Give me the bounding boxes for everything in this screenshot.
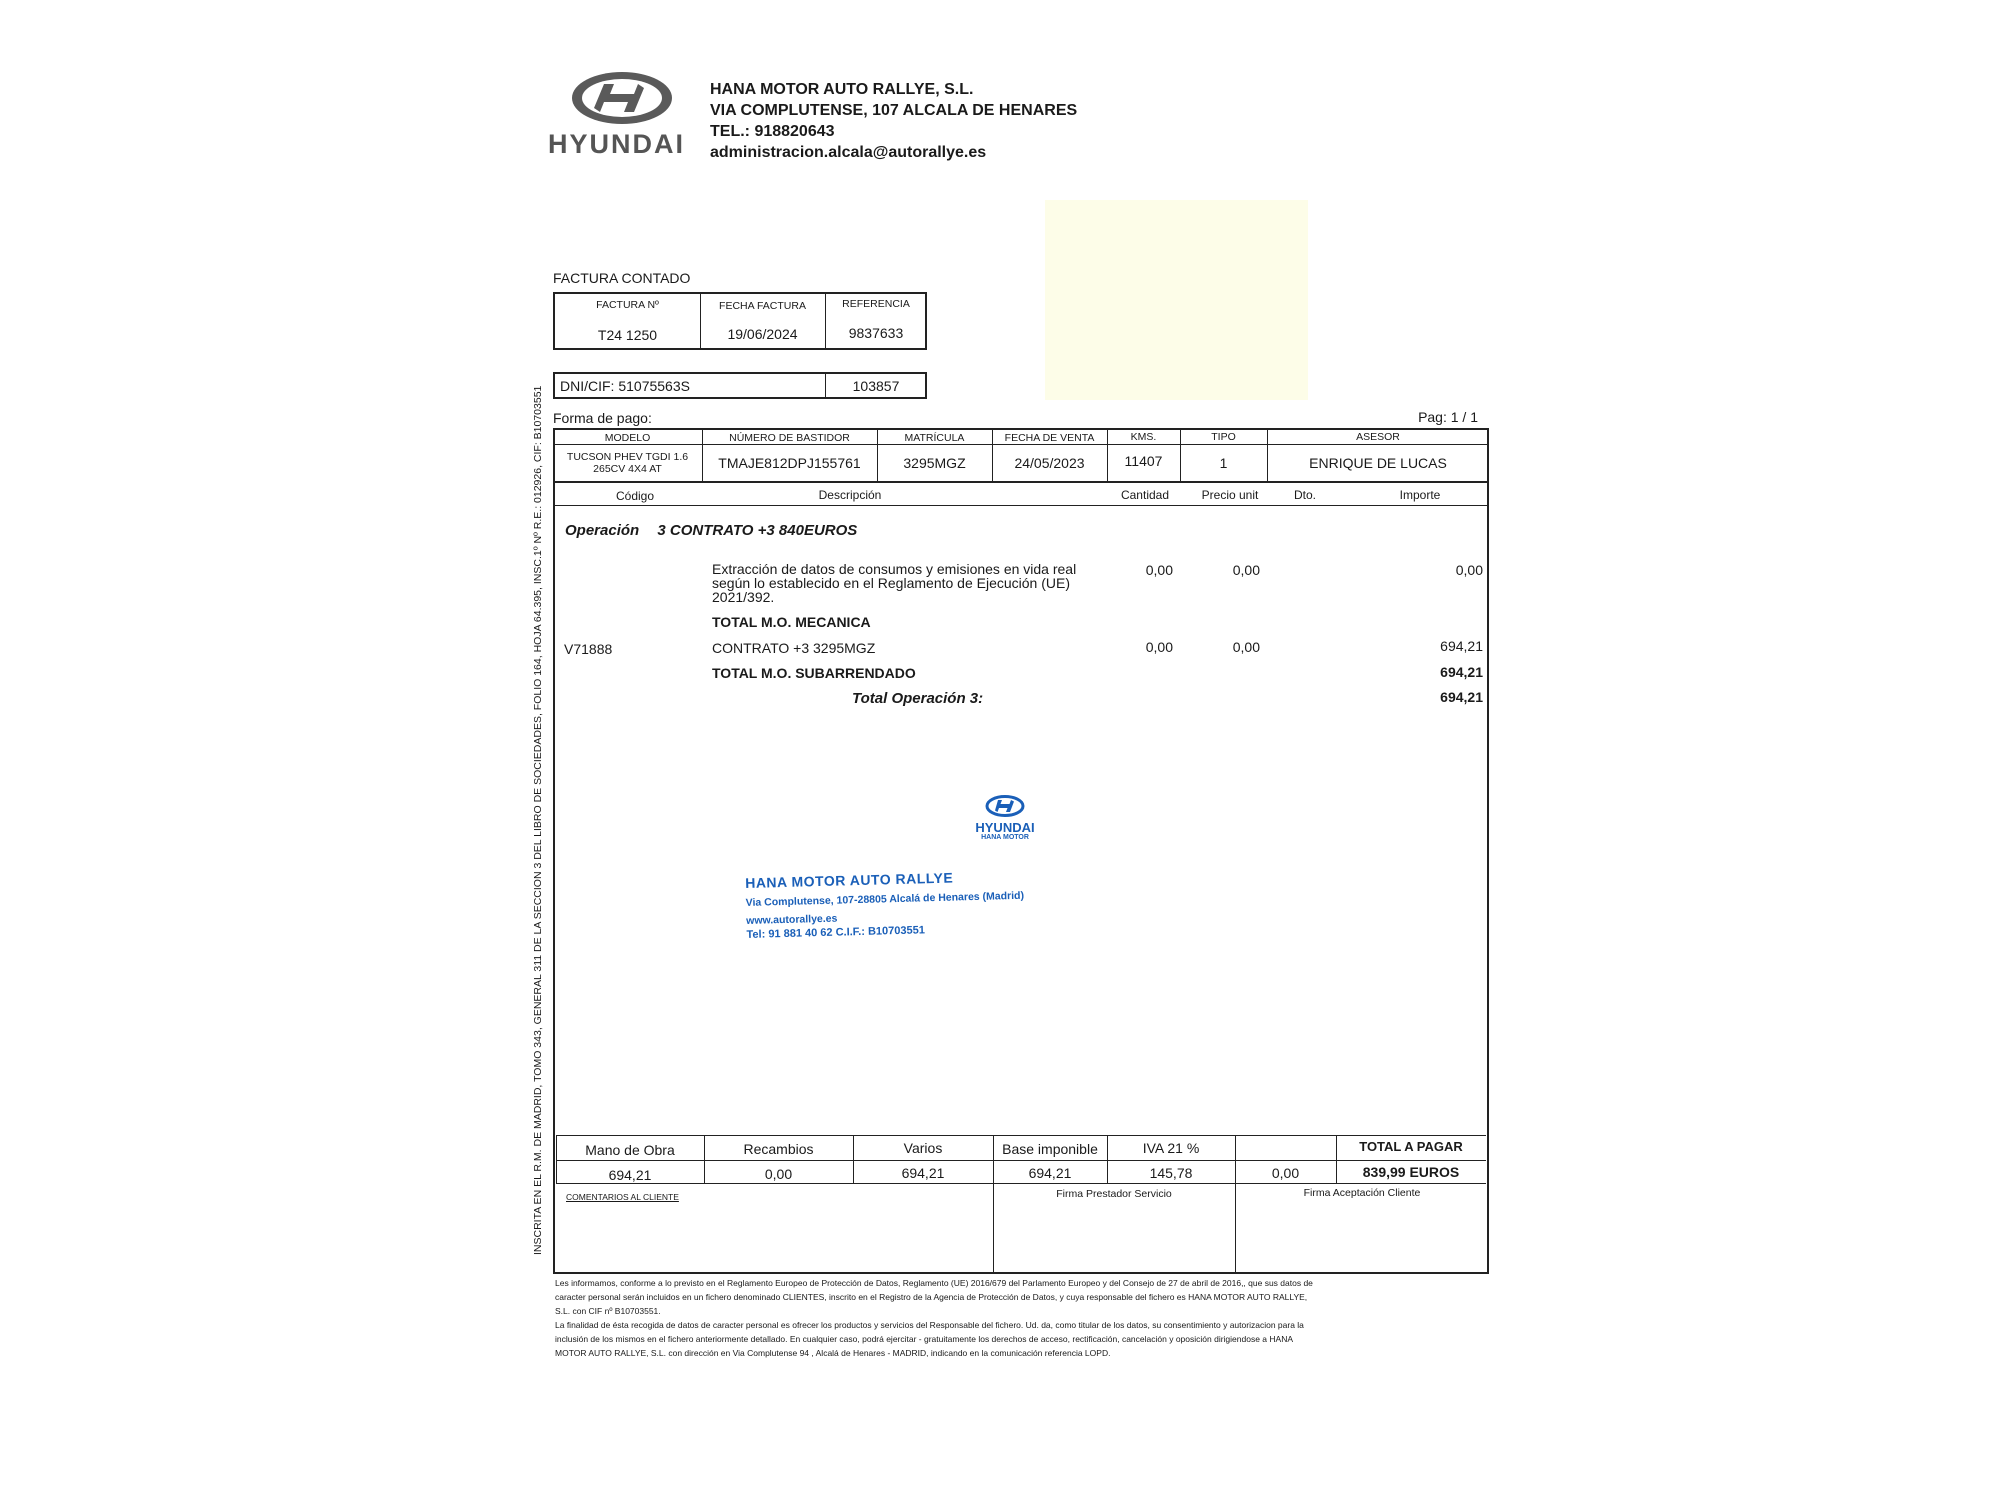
stamp-web: www.autorallye.es [746,912,838,927]
totals-total-label: TOTAL A PAGAR [1359,1139,1463,1154]
totals-misc: 694,21 [901,1165,945,1181]
item2-code: V71888 [564,641,613,657]
registry-side-text: INSCRITA EN EL R.M. DE MADRID, TOMO 343, GENERAL 311 DE LA SECCION 3 DEL LIBRO DE SOCIEDADES, FOLIO 164, HOJA 64.395, INSC.1º Nº R.E.: 012926, CIF: B10703551 [532,385,544,1255]
hyundai-logo [548,70,692,159]
item2-qty: 0,00 [1145,639,1173,655]
operation-title-a: Operación [565,522,640,539]
totals-vat: 145,78 [1149,1165,1193,1181]
totals-parts-label: Recambios [743,1141,814,1157]
invoice-number: T24 1250 [597,327,658,343]
company-address: VIA COMPLUTENSE, 107 ALCALA DE HENARES [710,102,1078,119]
stamp-name: HANA MOTOR AUTO RALLYE [745,869,954,891]
item1-qty: 0,00 [1145,562,1173,578]
vehicle-vin: TMAJE812DPJ155761 [718,455,861,471]
stamp-brand: HYUNDAI [975,820,1035,835]
stamp-phone: Tel: 91 881 40 62 C.I.F.: B10703551 [746,924,926,941]
stamp-address: Via Complutense, 107-28805 Alcalá de Henares (Madrid) [745,889,1025,909]
vehicle-model-line2: 265CV 4X4 AT [593,463,662,475]
item2-amount: 694,21 [1440,638,1483,654]
item1-amount: 0,00 [1455,562,1483,578]
vehicle-header-advisor: ASESOR [1356,431,1400,443]
vehicle-header-vin: NÚMERO DE BASTIDOR [729,432,850,444]
company-email: administracion.alcala@autorallye.es [710,144,987,161]
operation-title-b: 3 CONTRATO +3 840EUROS [657,522,858,539]
lines-header-amount: Importe [1399,488,1441,502]
payment-method-label: Forma de pago: [553,410,652,426]
vehicle-plate: 3295MGZ [903,455,966,471]
invoice-number-label: FACTURA Nº [596,299,659,311]
item1-desc-line2: según lo establecido en el Reglamento de Ejecución (UE) [712,575,1070,591]
brand-wordmark: HYUNDAI [548,129,686,159]
company-name: HANA MOTOR AUTO RALLYE, S.L. [710,81,974,98]
lines-header-desc: Descripción [818,488,882,502]
subtotal-subcontracted-amount: 694,21 [1440,664,1483,680]
stamp-hyundai-emblem-icon [985,795,1025,817]
lines-header-qty: Cantidad [1120,488,1170,502]
provider-signature-label: Firma Prestador Servicio [1056,1188,1172,1200]
document-type: FACTURA CONTADO [553,270,691,286]
client-signature-label: Firma Aceptación Cliente [1303,1187,1421,1199]
page-number: Pag: 1 / 1 [1418,409,1478,425]
legal-p2-line2: inclusión de los mismos en el fichero anteriormente detallado. En cualquier caso, podrá ejercitar - gratuitamente los derechos de acceso, rectificación, cancelación y oposición dirigiendose a HANA [555,1334,1294,1344]
client-code: 103857 [852,378,900,394]
lines-header-disc: Dto. [1293,488,1316,502]
legal-p1-line2: caracter personal serán incluidos en un fichero denominado CLIENTES, inscrito en el Registro de la Agencia de Protección de Datos, y cuya responsable del fichero es HANA MOTOR AUTO RALLYE, [555,1292,1308,1302]
vehicle-sale-date: 24/05/2023 [1014,455,1085,471]
vehicle-header-kms: KMS. [1130,431,1157,443]
totals-labor-label: Mano de Obra [585,1142,675,1158]
vehicle-header-model: MODELO [604,432,651,444]
invoice-ref: 9837633 [848,325,904,341]
item1-unit: 0,00 [1232,562,1260,578]
vehicle-model-line1: TUCSON PHEV TGDI 1.6 [566,451,689,463]
comments-label: COMENTARIOS AL CLIENTE [566,1192,679,1202]
vehicle-header-plate: MATRÍCULA [904,432,965,444]
item1-description [712,562,1076,604]
dni-cif: DNI/CIF: 51075563S [560,378,690,394]
operation-total-amount: 694,21 [1440,689,1483,705]
totals-labor: 694,21 [608,1167,652,1183]
legal-p2-line3: MOTOR AUTO RALLYE, S.L. con dirección en Via Complutense 94 , Alcalá de Henares - MADRID, indicando en la comunicación referencia LOPD. [555,1348,1111,1358]
stamp-brand-sub: HANA MOTOR [981,834,1029,841]
operation-total-label: Total Operación 3: [852,690,984,707]
sticky-note [1045,200,1308,400]
item2-description: CONTRATO +3 3295MGZ [712,640,876,656]
vehicle-kms: 11407 [1124,453,1163,469]
hyundai-emblem-icon [552,70,692,126]
operation-title [565,522,857,539]
vehicle-advisor: ENRIQUE DE LUCAS [1309,455,1447,471]
company-stamp [745,795,1065,955]
totals-misc-label: Varios [903,1140,943,1156]
legal-p1-line3: S.L. con CIF nº B10703551. [555,1306,661,1316]
vehicle-header-type: TIPO [1211,431,1236,443]
invoice-date-label: FECHA FACTURA [719,300,806,312]
item2-unit: 0,00 [1232,639,1260,655]
totals-vat-label: IVA 21 % [1142,1140,1200,1156]
totals-extra: 0,00 [1271,1165,1300,1181]
vehicle-header-sale-date: FECHA DE VENTA [1004,432,1095,444]
vehicle-type: 1 [1219,455,1228,471]
totals-base: 694,21 [1028,1165,1072,1181]
lines-header-unit: Precio unit [1201,488,1259,502]
totals-parts: 0,00 [764,1166,793,1182]
totals-base-label: Base imponible [1002,1141,1098,1157]
lines-header-code: Código [615,489,655,503]
totals-total: 839,99 EUROS [1362,1164,1460,1180]
company-phone: TEL.: 918820643 [710,123,835,140]
stamp-logo [970,795,1040,841]
invoice-date: 19/06/2024 [727,326,798,342]
legal-notice [555,1276,1490,1360]
vehicle-model [553,451,702,475]
item1-desc-line3: 2021/392. [712,589,775,605]
subtotal-mechanical-label: TOTAL M.O. MECANICA [712,614,871,630]
subtotal-subcontracted-label: TOTAL M.O. SUBARRENDADO [712,665,916,681]
legal-p1-line1: Les informamos, conforme a lo previsto en el Reglamento Europeo de Protección de Datos, Reglamento (UE) 2016/679 del Parlamento Europeo y del Consejo de 27 de abril de 2016,, que sus datos de [555,1278,1313,1288]
item1-desc-line1: Extracción de datos de consumos y emisiones en vida real [712,561,1077,577]
legal-p2-line1: La finalidad de ésta recogida de datos de caracter personal es ofrecer los productos y servicios del Responsable del fichero. Ud. da, como titular de los datos, su consentimiento y autorizacion para la [555,1320,1304,1330]
invoice-ref-label: REFERENCIA [842,298,910,310]
